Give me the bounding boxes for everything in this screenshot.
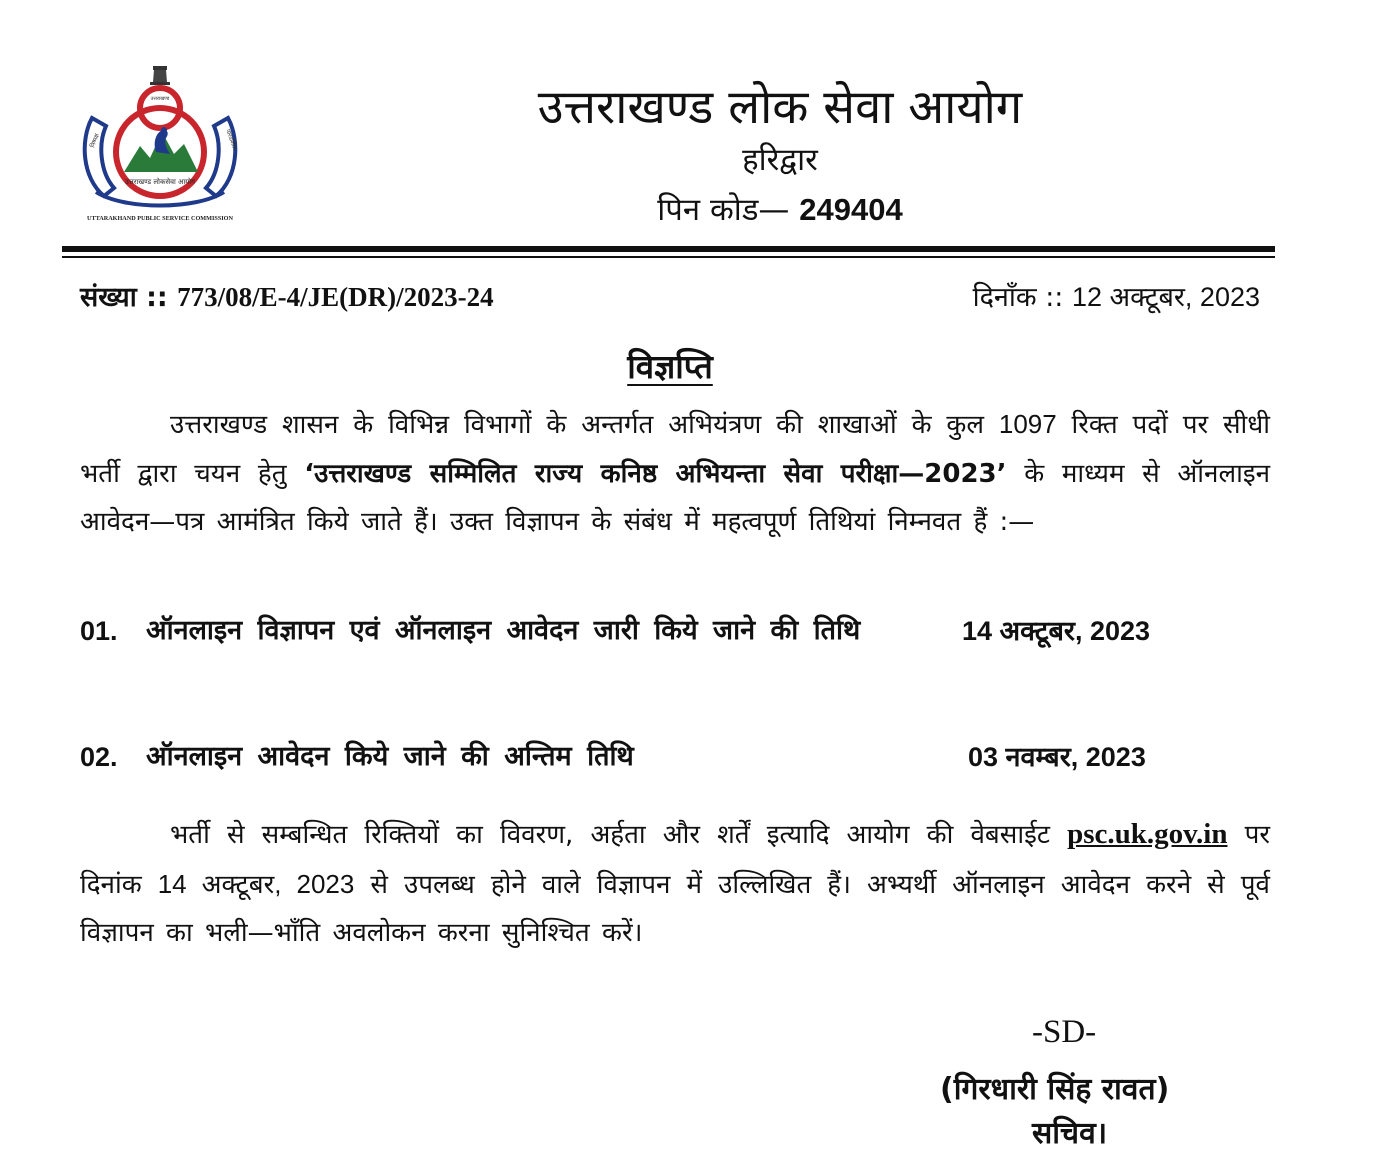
notice-title: विज्ञप्ति <box>627 347 713 386</box>
date-item-date: 03 नवम्बर, 2023 <box>968 742 1146 772</box>
website-link[interactable]: psc.uk.gov.in <box>1067 818 1228 850</box>
emblem-caption: UTTARAKHAND PUBLIC SERVICE COMMISSION <box>87 215 233 222</box>
left-ribbon <box>85 118 114 196</box>
emblem-bottom-text: उत्तराखण्ड लोकसेवा आयोग <box>125 178 195 186</box>
reference-date-label: दिनाँक :: <box>972 282 1072 313</box>
notice-paragraph-2 <box>80 810 1270 958</box>
reference-row <box>80 274 1260 320</box>
organization-name: उत्तराखण्ड लोक सेवा आयोग <box>537 80 1023 135</box>
uttarakhand-psc-emblem-icon <box>74 60 246 224</box>
signatory-name: (गिरधारी सिंह रावत) <box>940 1072 1170 1107</box>
signatory-designation: सचिव। <box>1032 1116 1108 1151</box>
notice-paragraph-1 <box>80 400 1270 547</box>
emblem-right-text: पारदर्शिता <box>224 128 238 151</box>
reference-number <box>80 274 494 321</box>
emblem-top-text: उत्तराखण्ड <box>150 96 170 102</box>
date-item-text: ऑनलाइन विज्ञापन एवं ऑनलाइन आवेदन जारी किये जाने की तिथि <box>146 615 861 646</box>
vacancy-count: 1097 <box>998 409 1057 439</box>
header-divider-thick <box>62 246 1275 252</box>
ashoka-emblem-icon <box>150 66 170 85</box>
exam-name: ‘उत्तराखण्ड सम्मिलित राज्य कनिष्ठ अभियन्ता सेवा परीक्षा—2023’ <box>304 458 1007 489</box>
para2-middle: पर दिनांक <box>80 820 1271 900</box>
reference-number-label: संख्या :: <box>80 282 178 313</box>
para2-end: से उपलब्ध होने वाले विज्ञापन में उल्लिखित हैं। अभ्यर्थी ऑनलाइन आवेदन करने से पूर्व विज्ञापन का भली—भाँति अवलोकन करना सुनिश्चित करें। <box>80 869 1271 948</box>
date-item-number: 02. <box>80 742 118 772</box>
emblem-left-text: निष्पक्ष <box>89 132 101 149</box>
reference-number-value: 773/08/E-4/JE(DR)/2023-24 <box>177 282 494 312</box>
para2-intro: भर्ती से सम्बन्धित रिक्तियों का विवरण, अर्हता और शर्तें इत्यादि आयोग की वेबसाईट <box>170 820 1050 850</box>
para1-middle: रिक्त पदों पर सीधी भर्ती द्वारा चयन हेतु <box>80 410 1270 489</box>
signature-mark: -SD- <box>1032 1014 1097 1050</box>
date-item-date: 14 अक्टूबर, 2023 <box>962 616 1151 646</box>
para1-end: के माध्यम से ऑनलाइन आवेदन—पत्र आमंत्रित किये जाते हैं। उक्त विज्ञापन के संबंध में महत्वपूर्ण तिथियां निम्नवत हैं :— <box>80 458 1271 537</box>
header-divider-thin <box>62 256 1275 258</box>
pin-label: पिन कोड— <box>657 192 800 228</box>
city-name: हरिद्वार <box>742 142 818 178</box>
reference-date-value: 12 अक्टूबर, 2023 <box>1071 282 1260 312</box>
website-available-date: 14 अक्टूबर, 2023 <box>157 868 355 899</box>
date-item-number: 01. <box>80 616 118 646</box>
pin-value: 249404 <box>799 192 903 227</box>
pin-code <box>360 187 1200 233</box>
reference-date <box>973 274 1260 321</box>
para1-intro: उत्तराखण्ड शासन के विभिन्न विभागों के अन्तर्गत अभियंत्रण की शाखाओं के कुल <box>170 410 999 440</box>
date-item-text: ऑनलाइन आवेदन किये जाने की अन्तिम तिथि <box>146 741 634 772</box>
psc-logo <box>74 60 246 224</box>
